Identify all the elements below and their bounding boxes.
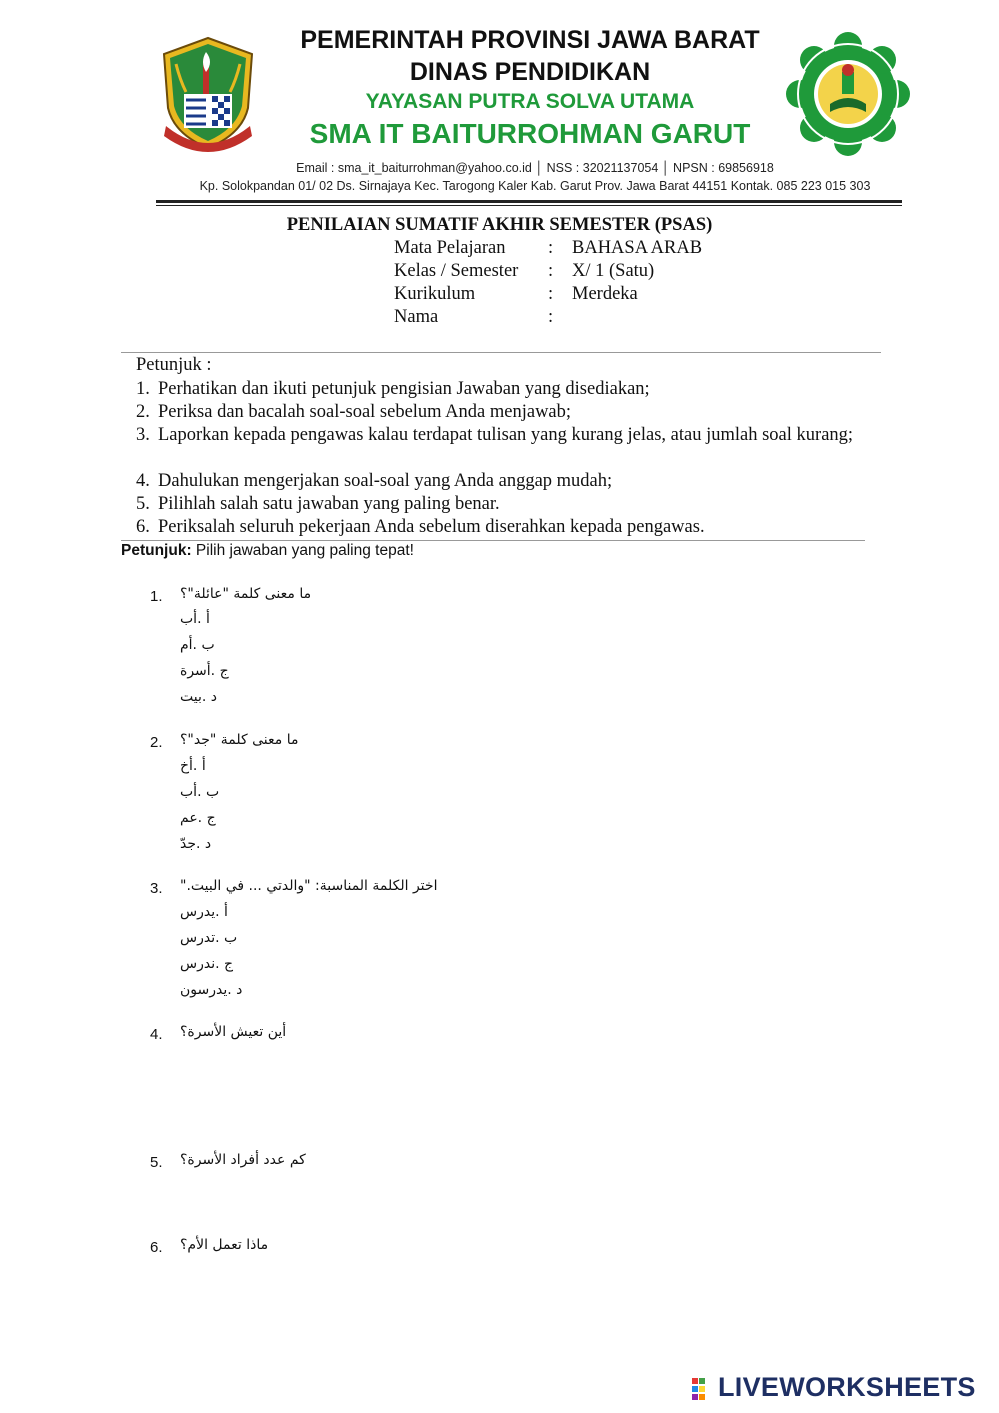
- answer-option[interactable]: ج .أسرة: [180, 663, 229, 679]
- question-text: كم عدد أفراد الأسرة؟: [180, 1152, 306, 1168]
- exam-title: PENILAIAN SUMATIF AKHIR SEMESTER (PSAS): [286, 215, 713, 235]
- letterhead-line-government: PEMERINTAH PROVINSI JAWA BARAT: [300, 26, 760, 54]
- question-number: 1.: [150, 588, 163, 605]
- info-colon: :: [548, 261, 554, 281]
- instruction-text: Periksa dan bacalah soal-soal sebelum Anda menjawab;: [158, 402, 572, 422]
- info-value: BAHASA ARAB: [572, 238, 703, 258]
- instruction-number: 2.: [136, 402, 150, 422]
- section-divider: [121, 352, 881, 353]
- info-label: Mata Pelajaran: [394, 238, 506, 258]
- info-colon: :: [548, 307, 554, 327]
- question-text: ما معنى كلمة "عائلة"؟: [180, 586, 312, 602]
- question-number: 2.: [150, 734, 163, 751]
- info-colon: :: [548, 284, 554, 304]
- answer-option[interactable]: ب .أم: [180, 637, 215, 653]
- instruction-text: Laporkan kepada pengawas kalau terdapat tulisan yang kurang jelas, atau jumlah soal kurang;: [158, 425, 854, 445]
- answer-option[interactable]: د .يدرسون: [180, 982, 243, 998]
- answer-option[interactable]: ج .ندرس: [180, 956, 234, 972]
- letterhead-divider: [156, 200, 902, 203]
- instruction-number: 1.: [136, 379, 150, 399]
- question-number: 6.: [150, 1239, 163, 1256]
- answer-instruction-label: Petunjuk:: [121, 542, 192, 559]
- letterhead-divider-thin: [156, 205, 902, 206]
- info-label: Kelas / Semester: [394, 261, 519, 281]
- letterhead-address-line: Kp. Solokpandan 01/ 02 Ds. Sirnajaya Kec. Tarogong Kaler Kab. Garut Prov. Jawa Barat 44151 Kontak. 085 223 015 303: [199, 179, 871, 193]
- instruction-number: 6.: [136, 517, 150, 537]
- answer-option[interactable]: ج .عم: [180, 810, 216, 826]
- west-java-crest-logo: [156, 34, 260, 154]
- instruction-number: 4.: [136, 471, 150, 491]
- answer-option[interactable]: ب .أب: [180, 784, 220, 800]
- question-text: ما معنى كلمة "جد"؟: [180, 732, 299, 748]
- answer-option[interactable]: أ .أب: [180, 611, 210, 627]
- info-colon: :: [548, 238, 554, 258]
- info-value: X/ 1 (Satu): [572, 261, 655, 281]
- instruction-text: Dahulukan mengerjakan soal-soal yang Anda anggap mudah;: [158, 471, 613, 491]
- instruction-text: Periksalah seluruh pekerjaan Anda sebelum diserahkan kepada pengawas.: [158, 517, 705, 537]
- answer-instruction: [121, 542, 414, 560]
- info-value: Merdeka: [572, 284, 638, 304]
- question-number: 4.: [150, 1026, 163, 1043]
- question-number: 5.: [150, 1154, 163, 1171]
- instruction-text: Pilihlah salah satu jawaban yang paling benar.: [158, 494, 500, 514]
- school-seal-logo: [786, 32, 910, 156]
- question-text: اختر الكلمة المناسبة: "والدتي ... في البيت.": [180, 878, 438, 894]
- instruction-number: 3.: [136, 425, 150, 445]
- letterhead-line-school: SMA IT BAITURROHMAN GARUT: [309, 118, 751, 149]
- instructions-heading: Petunjuk :: [136, 355, 212, 375]
- answer-option[interactable]: د .جدّ: [180, 836, 212, 852]
- answer-option[interactable]: د .بيت: [180, 689, 218, 705]
- question-text: أين تعيش الأسرة؟: [180, 1024, 287, 1040]
- letterhead-line-department: DINAS PENDIDIKAN: [409, 58, 651, 86]
- info-label: Nama: [394, 307, 439, 327]
- info-label: Kurikulum: [394, 284, 476, 304]
- answer-option[interactable]: أ .يدرس: [180, 904, 228, 920]
- answer-instruction-text: Pilih jawaban yang paling tepat!: [191, 542, 414, 559]
- instructions-divider: [121, 540, 865, 541]
- liveworksheets-watermark: LIVEWORKSHEETS: [718, 1372, 976, 1402]
- instruction-text: Perhatikan dan ikuti petunjuk pengisian Jawaban yang disediakan;: [158, 379, 650, 399]
- answer-option[interactable]: ب .تدرس: [180, 930, 238, 946]
- answer-option[interactable]: أ .أخ: [180, 758, 206, 774]
- letterhead-contact-line: Email : sma_it_baiturrohman@yahoo.co.id │ NSS : 32021137054 │ NPSN : 69856918: [296, 161, 774, 175]
- liveworksheets-icon: [692, 1378, 718, 1400]
- question-text: ماذا تعمل الأم؟: [180, 1237, 269, 1253]
- question-number: 3.: [150, 880, 163, 897]
- instruction-number: 5.: [136, 494, 150, 514]
- letterhead-line-foundation: YAYASAN PUTRA SOLVA UTAMA: [365, 90, 695, 113]
